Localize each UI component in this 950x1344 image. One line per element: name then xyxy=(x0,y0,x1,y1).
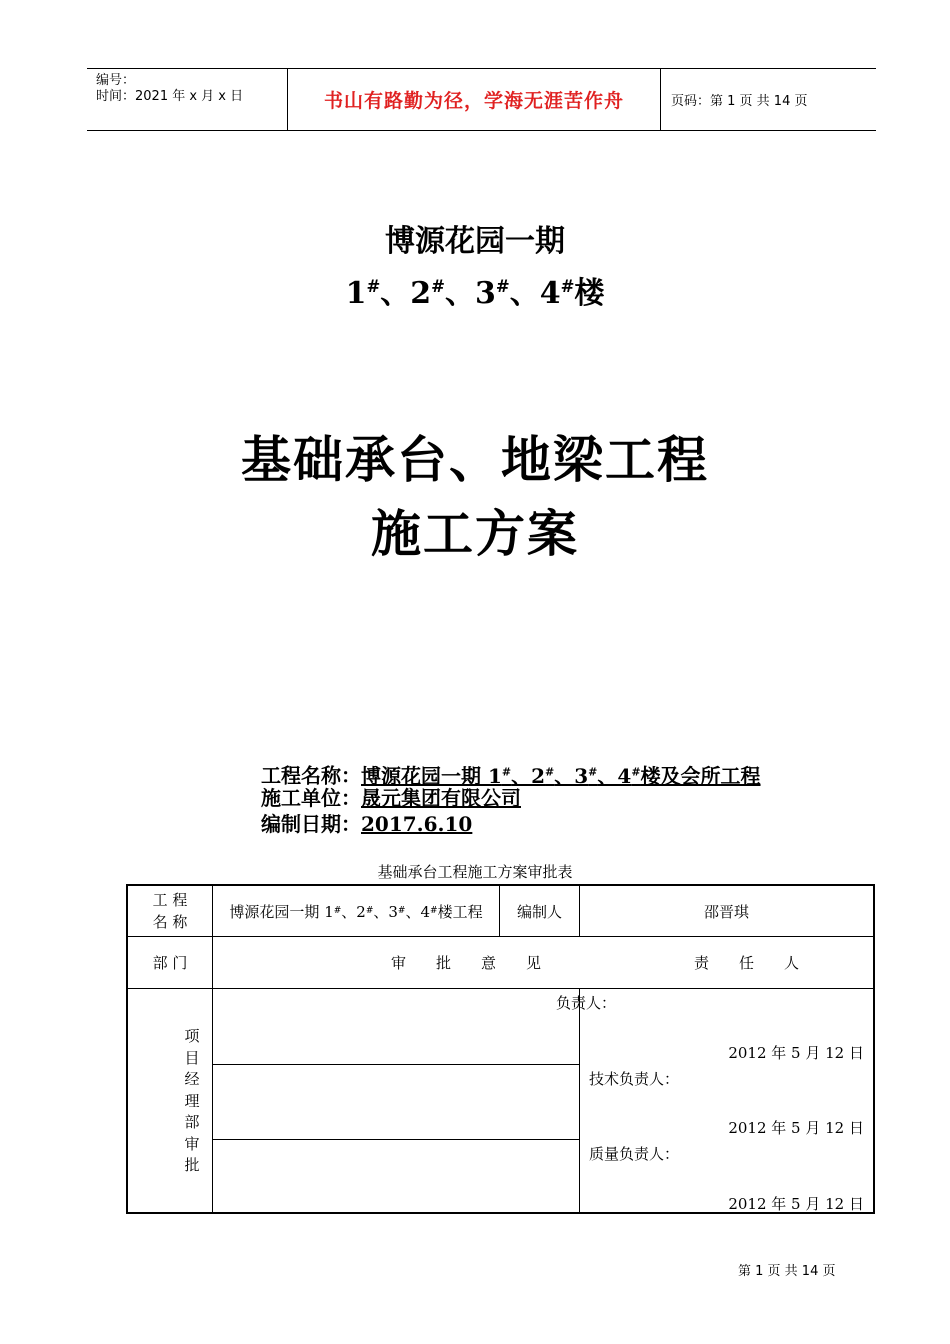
project-name-header: 工 程 名 称 xyxy=(152,891,188,931)
signer-quality: 质量负责人： xyxy=(589,1145,680,1163)
compiler-value: 邵晋琪 xyxy=(703,902,749,921)
project-title-line2 xyxy=(0,268,950,312)
info-date-label: 编制日期： xyxy=(261,812,361,836)
info-date xyxy=(261,811,472,837)
section-label: 项 目 经 理 部 审 批 xyxy=(184,1027,200,1174)
number-label: 编号： xyxy=(96,73,136,88)
page-header xyxy=(87,68,876,131)
table-rule xyxy=(126,988,875,989)
page-footer: 第 1 页 共 14 页 xyxy=(738,1264,836,1279)
table-rule xyxy=(212,1139,579,1140)
superscript-mark: # xyxy=(333,906,342,916)
header-motto-cell xyxy=(288,69,661,130)
compiler-header: 编制人 xyxy=(516,902,562,921)
project-title-line1: 博源花园一期 xyxy=(385,224,565,259)
superscript-mark: # xyxy=(495,277,510,296)
motto: 书山有路勤为径，学海无涯苦作舟 xyxy=(323,90,624,112)
date-manager: 2012 年 5 月 12 日 xyxy=(728,1044,864,1062)
project-name-value: 博源花园一期 1 # 、2 # 、3 # 、4 # 楼工程 xyxy=(229,902,483,921)
page-label: 页码：第 1 页 共 14 页 xyxy=(671,94,808,109)
header-page-cell xyxy=(661,69,876,130)
doc-title-line2: 施工方案 xyxy=(371,504,579,563)
opinion-header: 审 批 意 见 xyxy=(390,954,541,972)
superscript-mark: # xyxy=(588,765,598,778)
date-technical: 2012 年 5 月 12 日 xyxy=(728,1119,864,1137)
building-list: 1#、2#、3#、4#楼 xyxy=(345,276,605,311)
info-project-value: 博源花园一期 1#、2#、3#、4#楼及会所工程 xyxy=(361,763,761,788)
date-quality: 2012 年 5 月 12 日 xyxy=(728,1195,864,1213)
superscript-mark: # xyxy=(545,765,555,778)
superscript-mark: # xyxy=(631,765,641,778)
table-rule xyxy=(212,1064,579,1065)
signer-manager: 负责人： xyxy=(556,994,617,1012)
dept-header: 部 门 xyxy=(152,954,188,972)
superscript-mark: # xyxy=(397,906,406,916)
table-rule xyxy=(579,988,580,1214)
superscript-mark: # xyxy=(430,906,438,916)
signer-technical: 技术负责人： xyxy=(589,1070,680,1088)
superscript-mark: # xyxy=(365,906,374,916)
info-contractor-value: 晟元集团有限公司 xyxy=(361,786,521,810)
info-contractor-label: 施工单位： xyxy=(261,786,361,810)
info-project-label: 工程名称： xyxy=(261,763,361,788)
responsible-header: 责 任 人 xyxy=(693,954,799,972)
time-label: 时间：2021 年 x 月 x 日 xyxy=(96,89,244,104)
table-caption: 基础承台工程施工方案审批表 xyxy=(377,863,573,881)
superscript-mark: # xyxy=(560,277,575,296)
superscript-mark: # xyxy=(501,765,512,778)
superscript-mark: # xyxy=(431,277,445,296)
info-contractor xyxy=(261,785,521,811)
info-date-value: 2017.6.10 xyxy=(361,812,473,836)
header-meta-cell xyxy=(87,69,288,130)
superscript-mark: # xyxy=(366,277,381,296)
doc-title-line1: 基础承台、地梁工程 xyxy=(241,430,709,489)
